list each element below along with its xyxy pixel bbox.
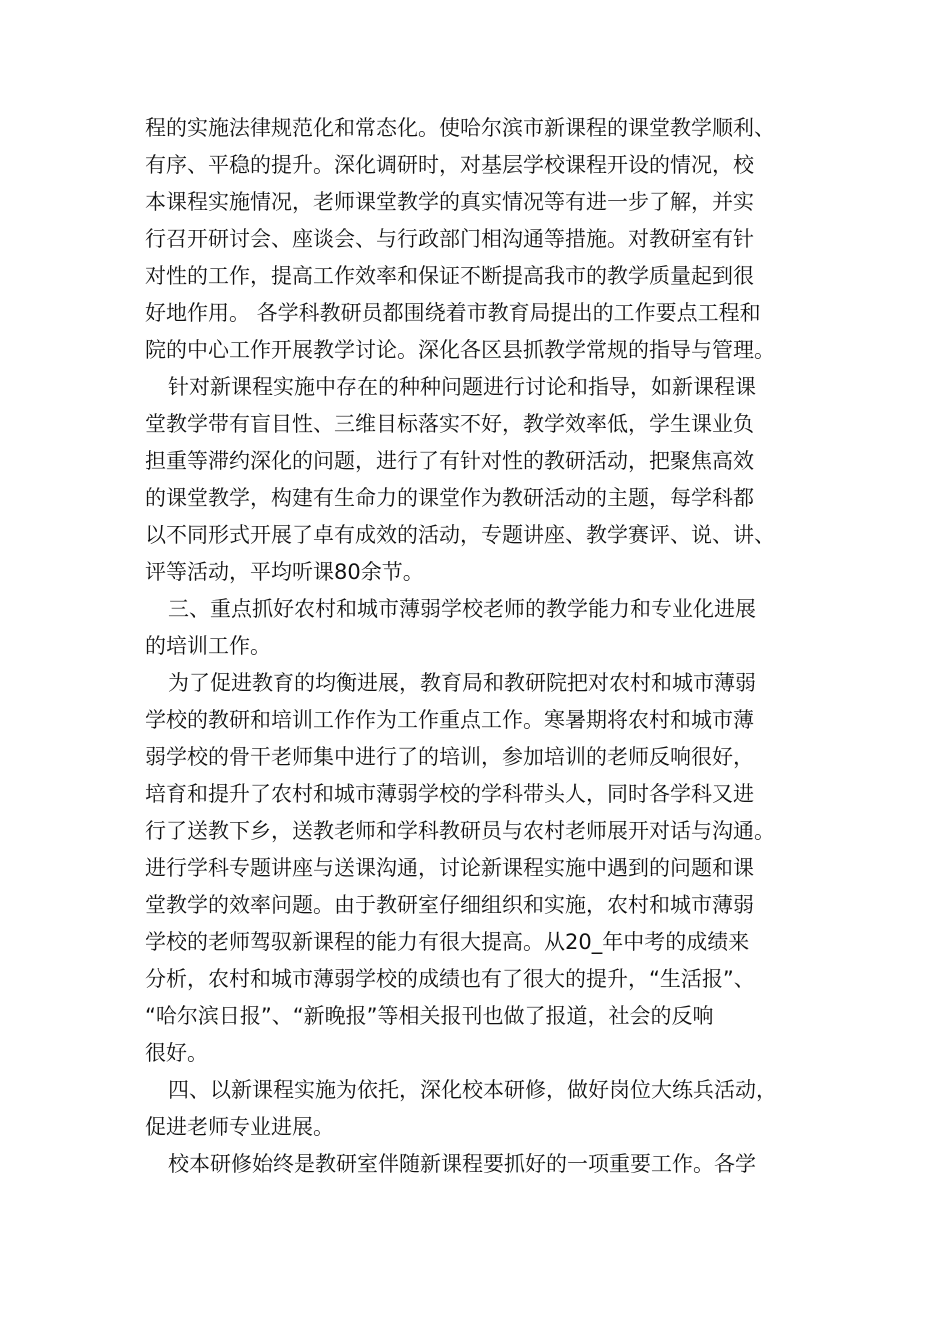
text-line: 本课程实施情况，老师课堂教学的真实情况等有进一步了解，并实 (145, 190, 754, 214)
text-line: 好地作用。 各学科教研员都围绕着市教育局提出的工作要点工程和 (145, 301, 761, 325)
text-line: “哈尔滨日报”、“新晚报”等相关报刊也做了报道，社会的反响 (145, 1004, 714, 1028)
text-line: 校本研修始终是教研室伴随新课程要抓好的一项重要工作。各学 (168, 1152, 756, 1176)
text-line: 三、重点抓好农村和城市薄弱学校老师的教学能力和专业化进展 (168, 597, 756, 621)
text-line: 分析，农村和城市薄弱学校的成绩也有了很大的提升，“生活报”、 (145, 967, 755, 991)
text-line: 弱学校的骨干老师集中进行了的培训，参加培训的老师反响很好， (145, 745, 754, 769)
text-line: 促进老师专业进展。 (145, 1115, 334, 1139)
body-text (145, 110, 815, 1183)
text-line: 有序、平稳的提升。深化调研时，对基层学校课程开设的情况，校 (145, 153, 754, 177)
text-line: 对性的工作，提高工作效率和保证不断提高我市的教学质量起到很 (145, 264, 754, 288)
text-line: 评等活动，平均听课80余节。 (145, 560, 424, 584)
text-line: 四、以新课程实施为依托，深化校本研修，做好岗位大练兵活动， (168, 1078, 777, 1102)
text-line: 以不同形式开展了卓有成效的活动，专题讲座、教学赛评、说、讲、 (145, 523, 775, 547)
text-line: 很好。 (145, 1041, 208, 1065)
text-line: 行召开研讨会、座谈会、与行政部门相沟通等措施。对教研室有针 (145, 227, 754, 251)
text-line: 院的中心工作开展教学讨论。深化各区县抓教学常规的指导与管理。 (145, 338, 775, 362)
text-line: 为了促进教育的均衡进展，教育局和教研院把对农村和城市薄弱 (168, 671, 756, 695)
text-line: 学校的教研和培训工作作为工作重点工作。寒暑期将农村和城市薄 (145, 708, 754, 732)
text-line: 培育和提升了农村和城市薄弱学校的学科带头人，同时各学科又进 (145, 782, 754, 806)
text-line: 行了送教下乡，送教老师和学科教研员与农村老师展开对话与沟通。 (145, 819, 775, 843)
text-line: 程的实施法律规范化和常态化。使哈尔滨市新课程的课堂教学顺利、 (145, 116, 775, 140)
text-line: 堂教学的效率问题。由于教研室仔细组织和实施，农村和城市薄弱 (145, 893, 754, 917)
text-line: 的课堂教学，构建有生命力的课堂作为教研活动的主题，每学科都 (145, 486, 754, 510)
text-line: 的培训工作。 (145, 634, 271, 658)
text-line: 担重等滞约深化的问题，进行了有针对性的教研活动，把聚焦高效 (145, 449, 754, 473)
text-line: 针对新课程实施中存在的种种问题进行讨论和指导，如新课程课 (168, 375, 756, 399)
text-line: 堂教学带有盲目性、三维目标落实不好，教学效率低，学生课业负 (145, 412, 754, 436)
text-line: 学校的老师驾驭新课程的能力有很大提高。从20_年中考的成绩来 (145, 930, 750, 954)
text-line: 进行学科专题讲座与送课沟通，讨论新课程实施中遇到的问题和课 (145, 856, 754, 880)
